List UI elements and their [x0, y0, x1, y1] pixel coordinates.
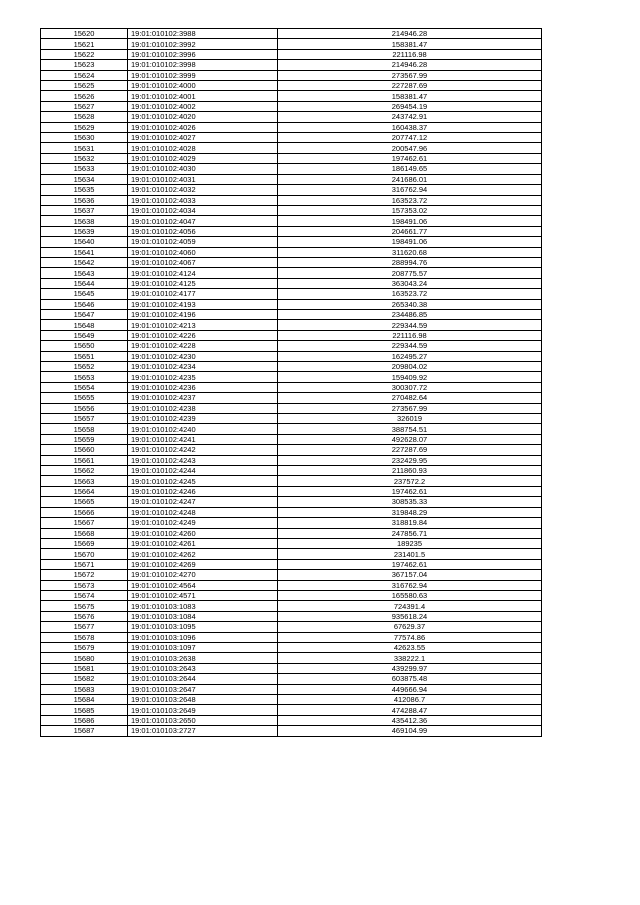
cadastral-number-cell: 19:01:010102:4033 [128, 195, 278, 205]
value-cell: 197462.61 [278, 486, 542, 496]
table-row [41, 29, 542, 39]
table-row [41, 257, 542, 267]
value-cell: 241686.01 [278, 174, 542, 184]
value-cell: 163523.72 [278, 289, 542, 299]
cadastral-number-cell: 19:01:010103:2643 [128, 663, 278, 673]
cadastral-number-cell: 19:01:010102:4067 [128, 257, 278, 267]
value-cell: 207747.12 [278, 133, 542, 143]
cadastral-number-cell: 19:01:010102:4242 [128, 445, 278, 455]
table-row [41, 91, 542, 101]
row-number-cell: 15673 [41, 580, 128, 590]
cadastral-number-cell: 19:01:010102:4269 [128, 559, 278, 569]
table-row [41, 695, 542, 705]
table-row [41, 382, 542, 392]
table-row [41, 455, 542, 465]
cadastral-number-cell: 19:01:010102:3992 [128, 39, 278, 49]
row-number-cell: 15647 [41, 309, 128, 319]
table-row [41, 507, 542, 517]
table-row [41, 237, 542, 247]
value-cell: 273567.99 [278, 403, 542, 413]
table-row [41, 632, 542, 642]
cadastral-number-cell: 19:01:010102:4124 [128, 268, 278, 278]
row-number-cell: 15683 [41, 684, 128, 694]
row-number-cell: 15684 [41, 695, 128, 705]
table-row [41, 372, 542, 382]
table-row [41, 112, 542, 122]
cadastral-number-cell: 19:01:010102:3999 [128, 70, 278, 80]
cadastral-number-cell: 19:01:010102:4261 [128, 538, 278, 548]
cadastral-number-cell: 19:01:010102:4026 [128, 122, 278, 132]
cadastral-number-cell: 19:01:010102:4034 [128, 205, 278, 215]
table-row [41, 164, 542, 174]
table-row [41, 684, 542, 694]
table-row [41, 538, 542, 548]
table-row [41, 424, 542, 434]
row-number-cell: 15620 [41, 29, 128, 39]
value-cell: 724391.4 [278, 601, 542, 611]
table-row [41, 705, 542, 715]
cadastral-number-cell: 19:01:010102:4177 [128, 289, 278, 299]
value-cell: 231401.5 [278, 549, 542, 559]
table-row [41, 320, 542, 330]
cadastral-number-cell: 19:01:010102:4047 [128, 216, 278, 226]
value-cell: 227287.69 [278, 81, 542, 91]
cadastral-number-cell: 19:01:010102:4029 [128, 153, 278, 163]
value-cell: 469104.99 [278, 726, 542, 736]
cadastral-number-cell: 19:01:010102:4234 [128, 362, 278, 372]
row-number-cell: 15660 [41, 445, 128, 455]
cadastral-number-cell: 19:01:010102:4226 [128, 330, 278, 340]
value-cell: 318819.84 [278, 518, 542, 528]
row-number-cell: 15634 [41, 174, 128, 184]
value-cell: 935618.24 [278, 611, 542, 621]
cadastral-number-cell: 19:01:010102:4239 [128, 414, 278, 424]
table-row [41, 49, 542, 59]
cadastral-number-cell: 19:01:010102:3998 [128, 60, 278, 70]
table-row [41, 445, 542, 455]
row-number-cell: 15640 [41, 237, 128, 247]
table-row [41, 674, 542, 684]
table-row [41, 278, 542, 288]
cadastral-number-cell: 19:01:010102:4260 [128, 528, 278, 538]
cadastral-number-cell: 19:01:010103:1095 [128, 622, 278, 632]
cadastral-number-cell: 19:01:010103:2727 [128, 726, 278, 736]
value-cell: 162495.27 [278, 351, 542, 361]
cadastral-number-cell: 19:01:010102:4001 [128, 91, 278, 101]
cadastral-number-cell: 19:01:010102:4056 [128, 226, 278, 236]
value-cell: 273567.99 [278, 70, 542, 80]
table-row [41, 247, 542, 257]
cadastral-number-cell: 19:01:010102:3996 [128, 49, 278, 59]
row-number-cell: 15655 [41, 393, 128, 403]
value-cell: 300307.72 [278, 382, 542, 392]
cadastral-number-cell: 19:01:010102:4000 [128, 81, 278, 91]
table-row [41, 299, 542, 309]
row-number-cell: 15664 [41, 486, 128, 496]
row-number-cell: 15646 [41, 299, 128, 309]
value-cell: 67629.37 [278, 622, 542, 632]
table-row [41, 195, 542, 205]
table-row [41, 663, 542, 673]
cadastral-number-cell: 19:01:010102:4262 [128, 549, 278, 559]
value-cell: 186149.65 [278, 164, 542, 174]
row-number-cell: 15629 [41, 122, 128, 132]
table-row [41, 580, 542, 590]
value-cell: 316762.94 [278, 185, 542, 195]
value-cell: 165580.63 [278, 590, 542, 600]
row-number-cell: 15670 [41, 549, 128, 559]
cadastral-number-cell: 19:01:010102:4246 [128, 486, 278, 496]
row-number-cell: 15658 [41, 424, 128, 434]
value-cell: 234486.85 [278, 309, 542, 319]
row-number-cell: 15632 [41, 153, 128, 163]
value-cell: 214946.28 [278, 29, 542, 39]
cadastral-number-cell: 19:01:010102:4027 [128, 133, 278, 143]
cadastral-number-cell: 19:01:010102:4059 [128, 237, 278, 247]
table-row [41, 601, 542, 611]
value-cell: 237572.2 [278, 476, 542, 486]
cadastral-number-cell: 19:01:010103:2644 [128, 674, 278, 684]
cadastral-value-table [40, 28, 542, 737]
cadastral-number-cell: 19:01:010102:4240 [128, 424, 278, 434]
table-row [41, 341, 542, 351]
cadastral-number-cell: 19:01:010102:4249 [128, 518, 278, 528]
row-number-cell: 15642 [41, 257, 128, 267]
value-cell: 229344.59 [278, 341, 542, 351]
row-number-cell: 15679 [41, 642, 128, 652]
row-number-cell: 15657 [41, 414, 128, 424]
row-number-cell: 15656 [41, 403, 128, 413]
cadastral-number-cell: 19:01:010102:4030 [128, 164, 278, 174]
value-cell: 474288.47 [278, 705, 542, 715]
cadastral-number-cell: 19:01:010102:4564 [128, 580, 278, 590]
table-row [41, 226, 542, 236]
value-cell: 367157.04 [278, 570, 542, 580]
value-cell: 243742.91 [278, 112, 542, 122]
value-cell: 158381.47 [278, 39, 542, 49]
table-row [41, 466, 542, 476]
cadastral-number-cell: 19:01:010102:4571 [128, 590, 278, 600]
value-cell: 288994.76 [278, 257, 542, 267]
table-row [41, 476, 542, 486]
row-number-cell: 15641 [41, 247, 128, 257]
row-number-cell: 15645 [41, 289, 128, 299]
value-cell: 214946.28 [278, 60, 542, 70]
cadastral-number-cell: 19:01:010103:2648 [128, 695, 278, 705]
cadastral-number-cell: 19:01:010103:1097 [128, 642, 278, 652]
row-number-cell: 15668 [41, 528, 128, 538]
value-cell: 198491.06 [278, 216, 542, 226]
table-row [41, 549, 542, 559]
table-row [41, 330, 542, 340]
cadastral-number-cell: 19:01:010102:4002 [128, 101, 278, 111]
cadastral-number-cell: 19:01:010103:2650 [128, 715, 278, 725]
row-number-cell: 15687 [41, 726, 128, 736]
table-row [41, 268, 542, 278]
value-cell: 439299.97 [278, 663, 542, 673]
row-number-cell: 15636 [41, 195, 128, 205]
cadastral-number-cell: 19:01:010102:4244 [128, 466, 278, 476]
table-row [41, 216, 542, 226]
table-row [41, 414, 542, 424]
value-cell: 311620.68 [278, 247, 542, 257]
value-cell: 338222.1 [278, 653, 542, 663]
table-row [41, 715, 542, 725]
row-number-cell: 15630 [41, 133, 128, 143]
value-cell: 316762.94 [278, 580, 542, 590]
cadastral-number-cell: 19:01:010102:4247 [128, 497, 278, 507]
cadastral-number-cell: 19:01:010102:4193 [128, 299, 278, 309]
table-row [41, 486, 542, 496]
table-row [41, 133, 542, 143]
cadastral-number-cell: 19:01:010102:4238 [128, 403, 278, 413]
value-cell: 209804.02 [278, 362, 542, 372]
table-row [41, 205, 542, 215]
value-cell: 208775.57 [278, 268, 542, 278]
table-row [41, 143, 542, 153]
value-cell: 270482.64 [278, 393, 542, 403]
row-number-cell: 15627 [41, 101, 128, 111]
row-number-cell: 15676 [41, 611, 128, 621]
value-cell: 388754.51 [278, 424, 542, 434]
value-cell: 308535.33 [278, 497, 542, 507]
row-number-cell: 15652 [41, 362, 128, 372]
table-row [41, 403, 542, 413]
cadastral-number-cell: 19:01:010102:4060 [128, 247, 278, 257]
value-cell: 197462.61 [278, 153, 542, 163]
table-row [41, 153, 542, 163]
cadastral-number-cell: 19:01:010102:4230 [128, 351, 278, 361]
row-number-cell: 15638 [41, 216, 128, 226]
value-cell: 77574.86 [278, 632, 542, 642]
table-row [41, 309, 542, 319]
table-row [41, 289, 542, 299]
row-number-cell: 15628 [41, 112, 128, 122]
value-cell: 492628.07 [278, 434, 542, 444]
cadastral-number-cell: 19:01:010102:4031 [128, 174, 278, 184]
value-cell: 363043.24 [278, 278, 542, 288]
table-row [41, 590, 542, 600]
table-row [41, 174, 542, 184]
cadastral-number-cell: 19:01:010103:2638 [128, 653, 278, 663]
table-row [41, 60, 542, 70]
table-row [41, 726, 542, 736]
cadastral-number-cell: 19:01:010102:4213 [128, 320, 278, 330]
value-cell: 159409.92 [278, 372, 542, 382]
table-row [41, 393, 542, 403]
cadastral-number-cell: 19:01:010102:4245 [128, 476, 278, 486]
cadastral-number-cell: 19:01:010103:1083 [128, 601, 278, 611]
row-number-cell: 15685 [41, 705, 128, 715]
cadastral-number-cell: 19:01:010102:4020 [128, 112, 278, 122]
value-cell: 158381.47 [278, 91, 542, 101]
table-row [41, 611, 542, 621]
value-cell: 247856.71 [278, 528, 542, 538]
value-cell: 232429.95 [278, 455, 542, 465]
table-row [41, 101, 542, 111]
cadastral-number-cell: 19:01:010102:4028 [128, 143, 278, 153]
row-number-cell: 15662 [41, 466, 128, 476]
row-number-cell: 15678 [41, 632, 128, 642]
cadastral-number-cell: 19:01:010103:2649 [128, 705, 278, 715]
row-number-cell: 15671 [41, 559, 128, 569]
value-cell: 157353.02 [278, 205, 542, 215]
value-cell: 221116.98 [278, 330, 542, 340]
row-number-cell: 15686 [41, 715, 128, 725]
row-number-cell: 15680 [41, 653, 128, 663]
row-number-cell: 15650 [41, 341, 128, 351]
table-row [41, 653, 542, 663]
value-cell: 326019 [278, 414, 542, 424]
row-number-cell: 15623 [41, 60, 128, 70]
row-number-cell: 15651 [41, 351, 128, 361]
row-number-cell: 15633 [41, 164, 128, 174]
table-row [41, 434, 542, 444]
value-cell: 197462.61 [278, 559, 542, 569]
cadastral-number-cell: 19:01:010102:4196 [128, 309, 278, 319]
value-cell: 603875.48 [278, 674, 542, 684]
value-cell: 229344.59 [278, 320, 542, 330]
table-row [41, 528, 542, 538]
row-number-cell: 15643 [41, 268, 128, 278]
row-number-cell: 15682 [41, 674, 128, 684]
row-number-cell: 15649 [41, 330, 128, 340]
row-number-cell: 15659 [41, 434, 128, 444]
cadastral-number-cell: 19:01:010102:4236 [128, 382, 278, 392]
table-row [41, 559, 542, 569]
cadastral-number-cell: 19:01:010102:4241 [128, 434, 278, 444]
row-number-cell: 15648 [41, 320, 128, 330]
table-row [41, 518, 542, 528]
table-row [41, 81, 542, 91]
value-cell: 269454.19 [278, 101, 542, 111]
cadastral-number-cell: 19:01:010102:4032 [128, 185, 278, 195]
row-number-cell: 15674 [41, 590, 128, 600]
cadastral-number-cell: 19:01:010102:3988 [128, 29, 278, 39]
value-cell: 160438.37 [278, 122, 542, 132]
row-number-cell: 15624 [41, 70, 128, 80]
row-number-cell: 15681 [41, 663, 128, 673]
table-row [41, 351, 542, 361]
cadastral-number-cell: 19:01:010102:4235 [128, 372, 278, 382]
table-row [41, 122, 542, 132]
row-number-cell: 15667 [41, 518, 128, 528]
value-cell: 189235 [278, 538, 542, 548]
cadastral-number-cell: 19:01:010103:2647 [128, 684, 278, 694]
table-row [41, 570, 542, 580]
row-number-cell: 15631 [41, 143, 128, 153]
value-cell: 412086.7 [278, 695, 542, 705]
table-body [41, 29, 542, 737]
value-cell: 227287.69 [278, 445, 542, 455]
value-cell: 198491.06 [278, 237, 542, 247]
value-cell: 200547.96 [278, 143, 542, 153]
cadastral-number-cell: 19:01:010103:1096 [128, 632, 278, 642]
row-number-cell: 15663 [41, 476, 128, 486]
cadastral-number-cell: 19:01:010102:4243 [128, 455, 278, 465]
row-number-cell: 15653 [41, 372, 128, 382]
row-number-cell: 15672 [41, 570, 128, 580]
cadastral-number-cell: 19:01:010102:4237 [128, 393, 278, 403]
table-row [41, 185, 542, 195]
row-number-cell: 15661 [41, 455, 128, 465]
table-row [41, 497, 542, 507]
cadastral-number-cell: 19:01:010102:4248 [128, 507, 278, 517]
row-number-cell: 15677 [41, 622, 128, 632]
cadastral-number-cell: 19:01:010103:1084 [128, 611, 278, 621]
row-number-cell: 15669 [41, 538, 128, 548]
table-row [41, 642, 542, 652]
value-cell: 435412.36 [278, 715, 542, 725]
table-row [41, 70, 542, 80]
value-cell: 163523.72 [278, 195, 542, 205]
value-cell: 265340.38 [278, 299, 542, 309]
row-number-cell: 15639 [41, 226, 128, 236]
value-cell: 211860.93 [278, 466, 542, 476]
row-number-cell: 15621 [41, 39, 128, 49]
value-cell: 42623.55 [278, 642, 542, 652]
row-number-cell: 15654 [41, 382, 128, 392]
row-number-cell: 15626 [41, 91, 128, 101]
row-number-cell: 15625 [41, 81, 128, 91]
table-row [41, 622, 542, 632]
row-number-cell: 15637 [41, 205, 128, 215]
row-number-cell: 15622 [41, 49, 128, 59]
row-number-cell: 15665 [41, 497, 128, 507]
row-number-cell: 15644 [41, 278, 128, 288]
cadastral-number-cell: 19:01:010102:4270 [128, 570, 278, 580]
value-cell: 204661.77 [278, 226, 542, 236]
row-number-cell: 15666 [41, 507, 128, 517]
table-row [41, 39, 542, 49]
row-number-cell: 15635 [41, 185, 128, 195]
value-cell: 319848.29 [278, 507, 542, 517]
row-number-cell: 15675 [41, 601, 128, 611]
table-row [41, 362, 542, 372]
value-cell: 449666.94 [278, 684, 542, 694]
cadastral-number-cell: 19:01:010102:4125 [128, 278, 278, 288]
value-cell: 221116.98 [278, 49, 542, 59]
cadastral-number-cell: 19:01:010102:4228 [128, 341, 278, 351]
